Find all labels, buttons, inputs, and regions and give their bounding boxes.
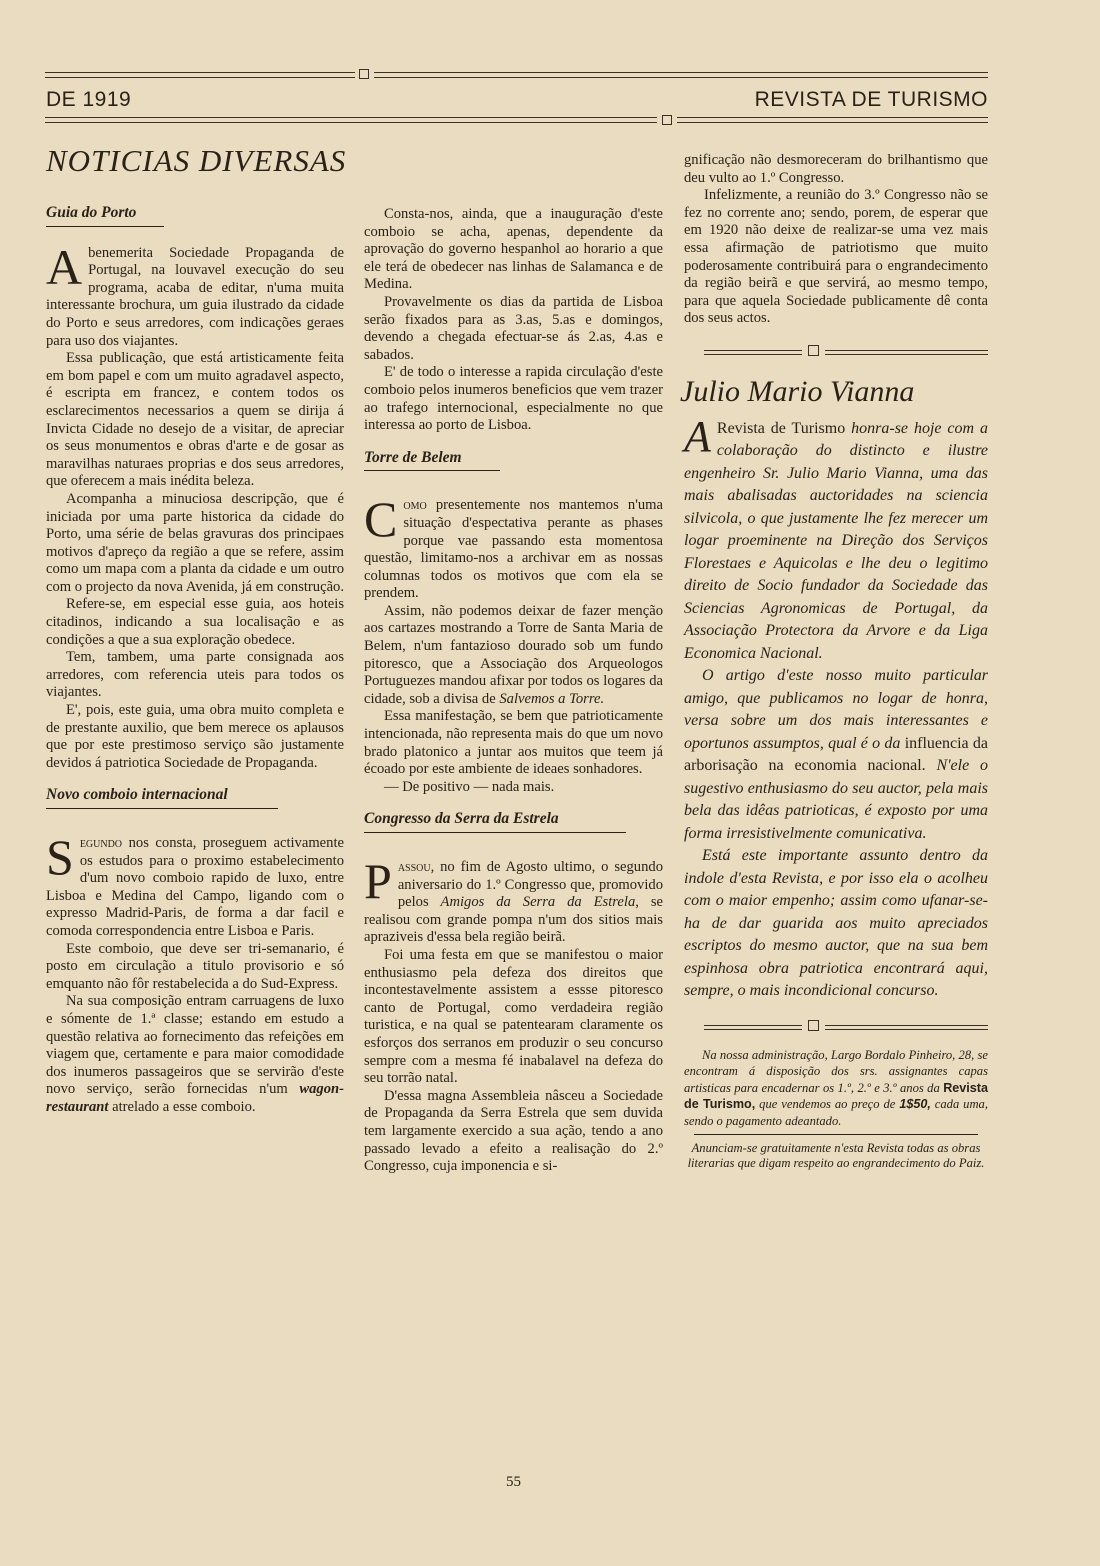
sub-rule-left [45,117,657,118]
paragraph [684,665,988,845]
notice-admin [684,1047,988,1130]
text: Assim, não podemos deixar de fazer menção aos cartazes mostrando a Torre de Santa Maria de Belem, n'um fantazioso dourado sob um fundo pitoresco, que a Associação dos Arqueologos Portuguezes mandou afixar por todos os logares da cidade, sob a divisa de [364,602,663,707]
header-title: REVISTA DE TURISMO [754,88,988,111]
paragraph [46,829,344,941]
paragraph: Infelizmente, a reunião do 3.º Congresso não se fez no corrente ano; sendo, porem, de esperar que em 1920 não deixe de realizar-se uma vez mais essa afirmação de patriotismo que muito poderosamente contribuirá para o engrandecimento da região beirã e que servirá, ao mesmo tempo, para que aquela Sociedade publicamente dê conta dos seus actos. [684,187,988,327]
top-rule-left-2 [45,77,355,78]
section-title-guia: Guia do Porto [46,204,137,221]
text: 1$50, [899,1097,931,1112]
sub-rule-left-2 [45,122,657,123]
text: O artigo d'este nosso muito particular amigo, que publicamos no logar de honra, versa sobre um dos mais interessantes e oportunos assumptos, qual é o da [684,667,988,752]
paragraph [684,411,989,666]
paragraph: Essa manifestação, se bem que patrioticamente intencionada, não representa mais do que um novo brado platonico a juntar aos muitos que teem já écoado por este ambiente de ideaes sonhadores. [364,708,663,778]
paragraph [46,993,344,1116]
column-1 [46,204,344,1117]
drop-cap: P [364,853,392,909]
top-rule-left [45,72,355,73]
paragraph: Consta-nos, ainda, que a inauguração d'este comboio se acha, apenas, dependente da aprovação do governo hespanhol ao horario a que ele terá de obedecer nas linhas de Salamanca e de Medina. [364,206,663,293]
column-2 [364,206,663,1176]
small-caps-word: egundo [79,835,123,851]
text: Revista de Turismo, [684,1080,989,1112]
paragraph: Refere-se, em especial esse guia, aos hoteis citadinos, indicando a sua localisação e as condições a que a sua exploração obedece. [46,596,344,648]
drop-cap: C [364,491,398,548]
paragraph: Este comboio, que deve ser tri-semanario, é posto em circulação a titulo provisorio e só emquanto não fôr restabelecida a do Sud-Express. [46,940,344,992]
text: , se realisou com grande pompa n'um dos sitios mais apraziveis d'essa bela região beirã. [364,894,663,946]
separator [684,344,988,358]
drop-cap: A [46,238,83,295]
column-3 [680,152,989,1171]
text: benemerita Sociedade Propaganda de Portugal, na louvavel execução do seu programa, acaba de editar, n'uma muita interessante brochura, um guia ilustrado da cidade do Porto e seus arredores, com indicações geraes para uso dos viajantes. [46,244,344,349]
paragraph: Foi uma festa em que se manifestou o maior enthusiasmo pela defeza dos direitos que incontestavelmente assistem a essse pitoresco canto de Portugal, como verdadeira região turistica, e na qual se patentearam claramente os esforços dos serranos em produzir o seu concurso sempre com a mesma fé inabalavel na defeza do seu torrão natal. [364,946,663,1087]
text: Na nossa administração, Largo Bordalo Pinheiro, 28, se encontram á disposição dos srs. assignantes capas artisticas para encadernar os 1.º, 2.º e 3.º anos da [684,1047,988,1095]
text: N'ele o sugestivo enthusiasmo do seu auctor, pela mais bela das idêas patrioticas, é exposto por uma forma irresistivelmente comunicativa. [684,757,988,842]
text: presentemente nos mantemos n'uma situação d'espectativa perante as phases porque vae passando esta momentosa questão, limitamo-nos a archivar em as nossas columnas todos os motivos que com ela se prendem. [364,497,663,602]
sub-rule-right [677,117,988,118]
drop-cap: A [684,411,711,461]
paragraph: Acompanha a minuciosa descripção, que é iniciada por uma parte historica da cidade do Porto, uma série de belas gravuras dos principaes motivos d'apreço da região a que se refere, assim como um mapa com a planta da cidade e um outro com o projecto da nova Avenida, já em construção. [46,490,344,595]
paragraph [684,1047,988,1130]
small-caps-word: assou [397,859,431,875]
paragraph: Essa publicação, que está artisticamente feita em bom papel e com um muito agradavel aspecto, é escripta em francez, e contem todos os esclarecimentos necessarios a quem se dirija á Invicta Cidade no desejo de a visitar, de apreciar os seus monumentos e obras d'arte e de gosar as maravilhas naturaes proprias e dos seus arredores, que oferecem a mais inédita beleza. [46,350,344,490]
notice-books: Anunciam-se gratuitamente n'esta Revista todas as obras literarias que digam respeito ao engrandecimento do Paiz. [687,1141,985,1171]
section-title-congresso: Congresso da Serra da Estrela [364,810,559,828]
paragraph: Está este importante assunto dentro da indole d'esta Revista, e por isso ela o acolheu com o maior empenho; assim como ufanar-se-ha de dar guarida aos muito apreciados escriptos do mesmo auctor, que na sua bem espinhosa obra patriotica encontrará aqui, sempre, o mais incondicional concurso. [684,847,988,1000]
text: Revista de Turismo [716,419,846,437]
paragraph [364,853,663,947]
header-date: DE 1919 [46,88,132,111]
paragraph: E' de todo o interesse a rapida circulação d'este comboio pelos inumeros beneficios que vem trazer ao trafego internocional, especialmente no que interessa ao porto de Lisboa. [364,364,663,434]
separator [684,1019,988,1033]
feature-body [684,411,989,1003]
paragraph: E', pois, este guia, uma obra muito completa e de prestante auxilio, que bem merece os aplausos que por este prestimoso serviço são justamente devidos á patriotica Sociedade de Propaganda. [46,702,344,771]
small-caps-word: omo [403,497,427,514]
paragraph: gnificação não desmoreceram do brilhantismo que deu vulto ao 1.º Congresso. [684,152,988,186]
notice-divider [694,1129,978,1135]
page-number: 55 [506,1474,521,1490]
italic-term: Amigos da Serra da Estrela [440,894,636,911]
sub-rule-box [662,115,672,125]
text: influencia da arborisação na economia nacional. [684,734,989,775]
text: , no fim de Agosto ultimo, o segundo aniversario do 1.º Congresso que, promovido pelos [397,859,663,911]
section-underline [46,808,278,809]
paragraph: D'essa magna Assembleia nâsceu a Sociedade de Propaganda da Serra Estrela que sem duvida tem largamente exercido a sua ação, tendo a ano passado levado a efeito a realisação do 2.º Congresso, cuja imponencia e si- [364,1087,663,1175]
feature-title: Julio Mario Vianna [680,374,915,408]
sub-rule-right-2 [677,122,988,123]
paragraph: — De positivo — nada mais. [384,778,555,795]
section-title-torre: Torre de Belem [364,448,462,466]
top-rule-right [374,72,988,73]
text: Na sua composição entram carruagens de luxo e sómente de 1.ª classe; estando em estudo a questão relativa ao fornecimento das refeições em viagem que, certamente e para maior comodidade dos inumeros passageiros que se servirão d'este novo serviço, serão fornecidas n'um [46,993,344,1098]
italic-term: wagon-restaurant [46,1081,344,1115]
top-rule-right-2 [374,77,988,78]
text: cada uma, sendo o pagamento adeantado. [684,1097,989,1128]
drop-cap: S [46,829,74,885]
paragraph: Provavelmente os dias da partida de Lisboa serão fixados para as 3.as, 5.as e domingos, devendo a chegada efectuar-se ás 2.as, 4.as e sabados. [364,293,663,363]
section-underline [364,470,500,471]
text: nos consta, proseguem activamente os estudos para o proximo estabelecimento d'um novo comboio rapido de luxo, entre Lisboa e Medina del Campo, ligando com o expresso Madrid-Paris, de forma a dar facil e comoda correspondencia entre Lisboa e Paris. [46,835,344,939]
section-title-comboio: Novo comboio internacional [46,786,228,804]
paragraph: Tem, tambem, uma parte consignada aos arredores, com referencia uteis para todos os viajantes. [46,649,344,701]
paragraph [46,238,344,351]
paragraph [364,491,663,603]
section-underline [364,832,626,833]
main-title: NOTICIAS DIVERSAS [46,143,347,178]
paragraph [364,603,663,709]
section-underline [46,226,164,227]
text: atrelado a esse comboio. [112,1098,256,1115]
italic-term: Salvemos a Torre. [499,690,605,707]
text: honra-se hoje com a colaboração do distincto e ilustre engenheiro Sr. Julio Mario Vianna, uma das mais abalisadas auctoridades na sciencia silvicola, o que justamente lhe fez merecer um logar proeminente na Direção dos Serviços Florestaes e Aquicolas e lhe deu o legitimo direito de Socio fundador da Sociedade das Sciencias Agronomicas de Portugal, da Associação Protectora da Arvore e da Liga Economica Nacional. [684,419,989,662]
top-rule-box [359,69,369,79]
text: que vendemos ao preço de [759,1097,896,1112]
